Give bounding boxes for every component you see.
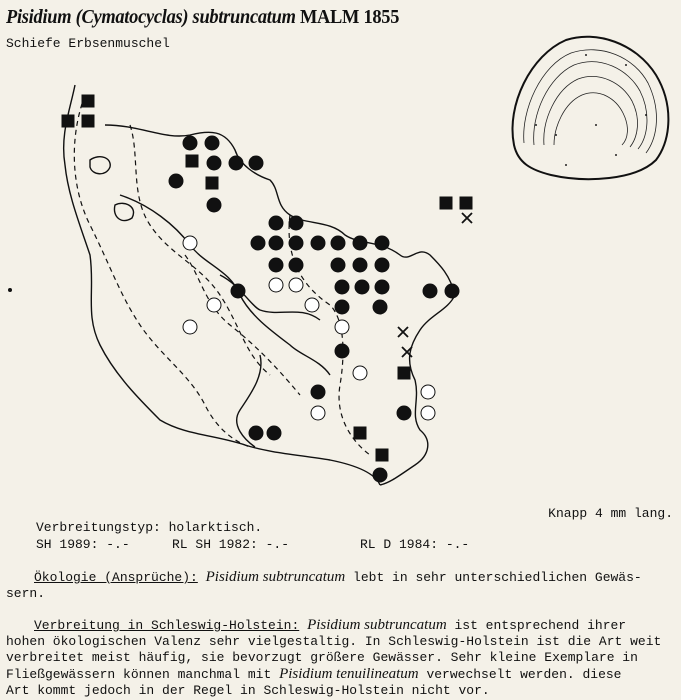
rl-d-1984: RL D 1984: -.- bbox=[360, 537, 470, 552]
ecology-paragraph bbox=[6, 569, 674, 602]
lake-1 bbox=[90, 157, 110, 174]
distribution-map bbox=[0, 55, 490, 495]
record-marker-half bbox=[183, 236, 435, 420]
distribution-text-5: verwechselt werden. diese bbox=[426, 667, 622, 682]
species-name-2: Pisidium tenuilineatum bbox=[279, 666, 419, 682]
lake-2 bbox=[114, 203, 133, 220]
shell-size-note: Knapp 4 mm lang. bbox=[548, 506, 673, 521]
common-name: Schiefe Erbsenmuschel bbox=[6, 36, 170, 51]
ecology-text-cont: sern. bbox=[6, 586, 46, 601]
sh-1989: SH 1989: -.- bbox=[36, 537, 130, 552]
species-epithet: subtruncatum bbox=[192, 6, 296, 28]
coastline-west bbox=[64, 85, 380, 485]
distribution-heading: Verbreitung in Schleswig-Holstein: bbox=[34, 618, 300, 633]
distribution-text-3: verbreitet meist häufig, sie bevorzugt größere Gewässer. Sehr kleine Exemplare in bbox=[6, 650, 638, 665]
ecology-heading: Ökologie (Ansprüche): bbox=[34, 570, 198, 585]
distribution-text-6: Art kommt jedoch in der Regel in Schleswig-Holstein nicht vor. bbox=[6, 683, 490, 698]
subgenus: (Cymatocyclas) bbox=[75, 6, 189, 28]
distribution-type: Verbreitungstyp: holarktisch. bbox=[36, 520, 263, 535]
shell-illustration bbox=[496, 25, 676, 185]
ecology-text: lebt in sehr unterschiedlichen Gewäs- bbox=[353, 570, 642, 585]
distribution-paragraph bbox=[6, 617, 674, 699]
species-name: Pisidium subtruncatum bbox=[307, 617, 447, 633]
extinct-marker bbox=[398, 213, 472, 357]
district-border-1 bbox=[74, 95, 250, 447]
district-border-3 bbox=[289, 215, 370, 455]
distribution-text-1: ist entsprechend ihrer bbox=[454, 618, 627, 633]
species-author: MALM 1855 bbox=[299, 6, 400, 28]
record-square bbox=[62, 95, 472, 461]
genus: Pisidium bbox=[6, 6, 72, 28]
species-name: Pisidium subtruncatum bbox=[205, 569, 346, 585]
district-border-4 bbox=[185, 255, 300, 395]
rl-sh-1982: RL SH 1982: -.- bbox=[172, 537, 290, 552]
species-title bbox=[6, 6, 399, 29]
distribution-text-2: hohen ökologischen Valenz sehr vielgestaltig. In Schleswig-Holstein ist die Art weit bbox=[6, 634, 662, 649]
point-marker bbox=[8, 288, 12, 292]
distribution-text-4: Fließgewässern können manchmal mit bbox=[6, 667, 272, 682]
